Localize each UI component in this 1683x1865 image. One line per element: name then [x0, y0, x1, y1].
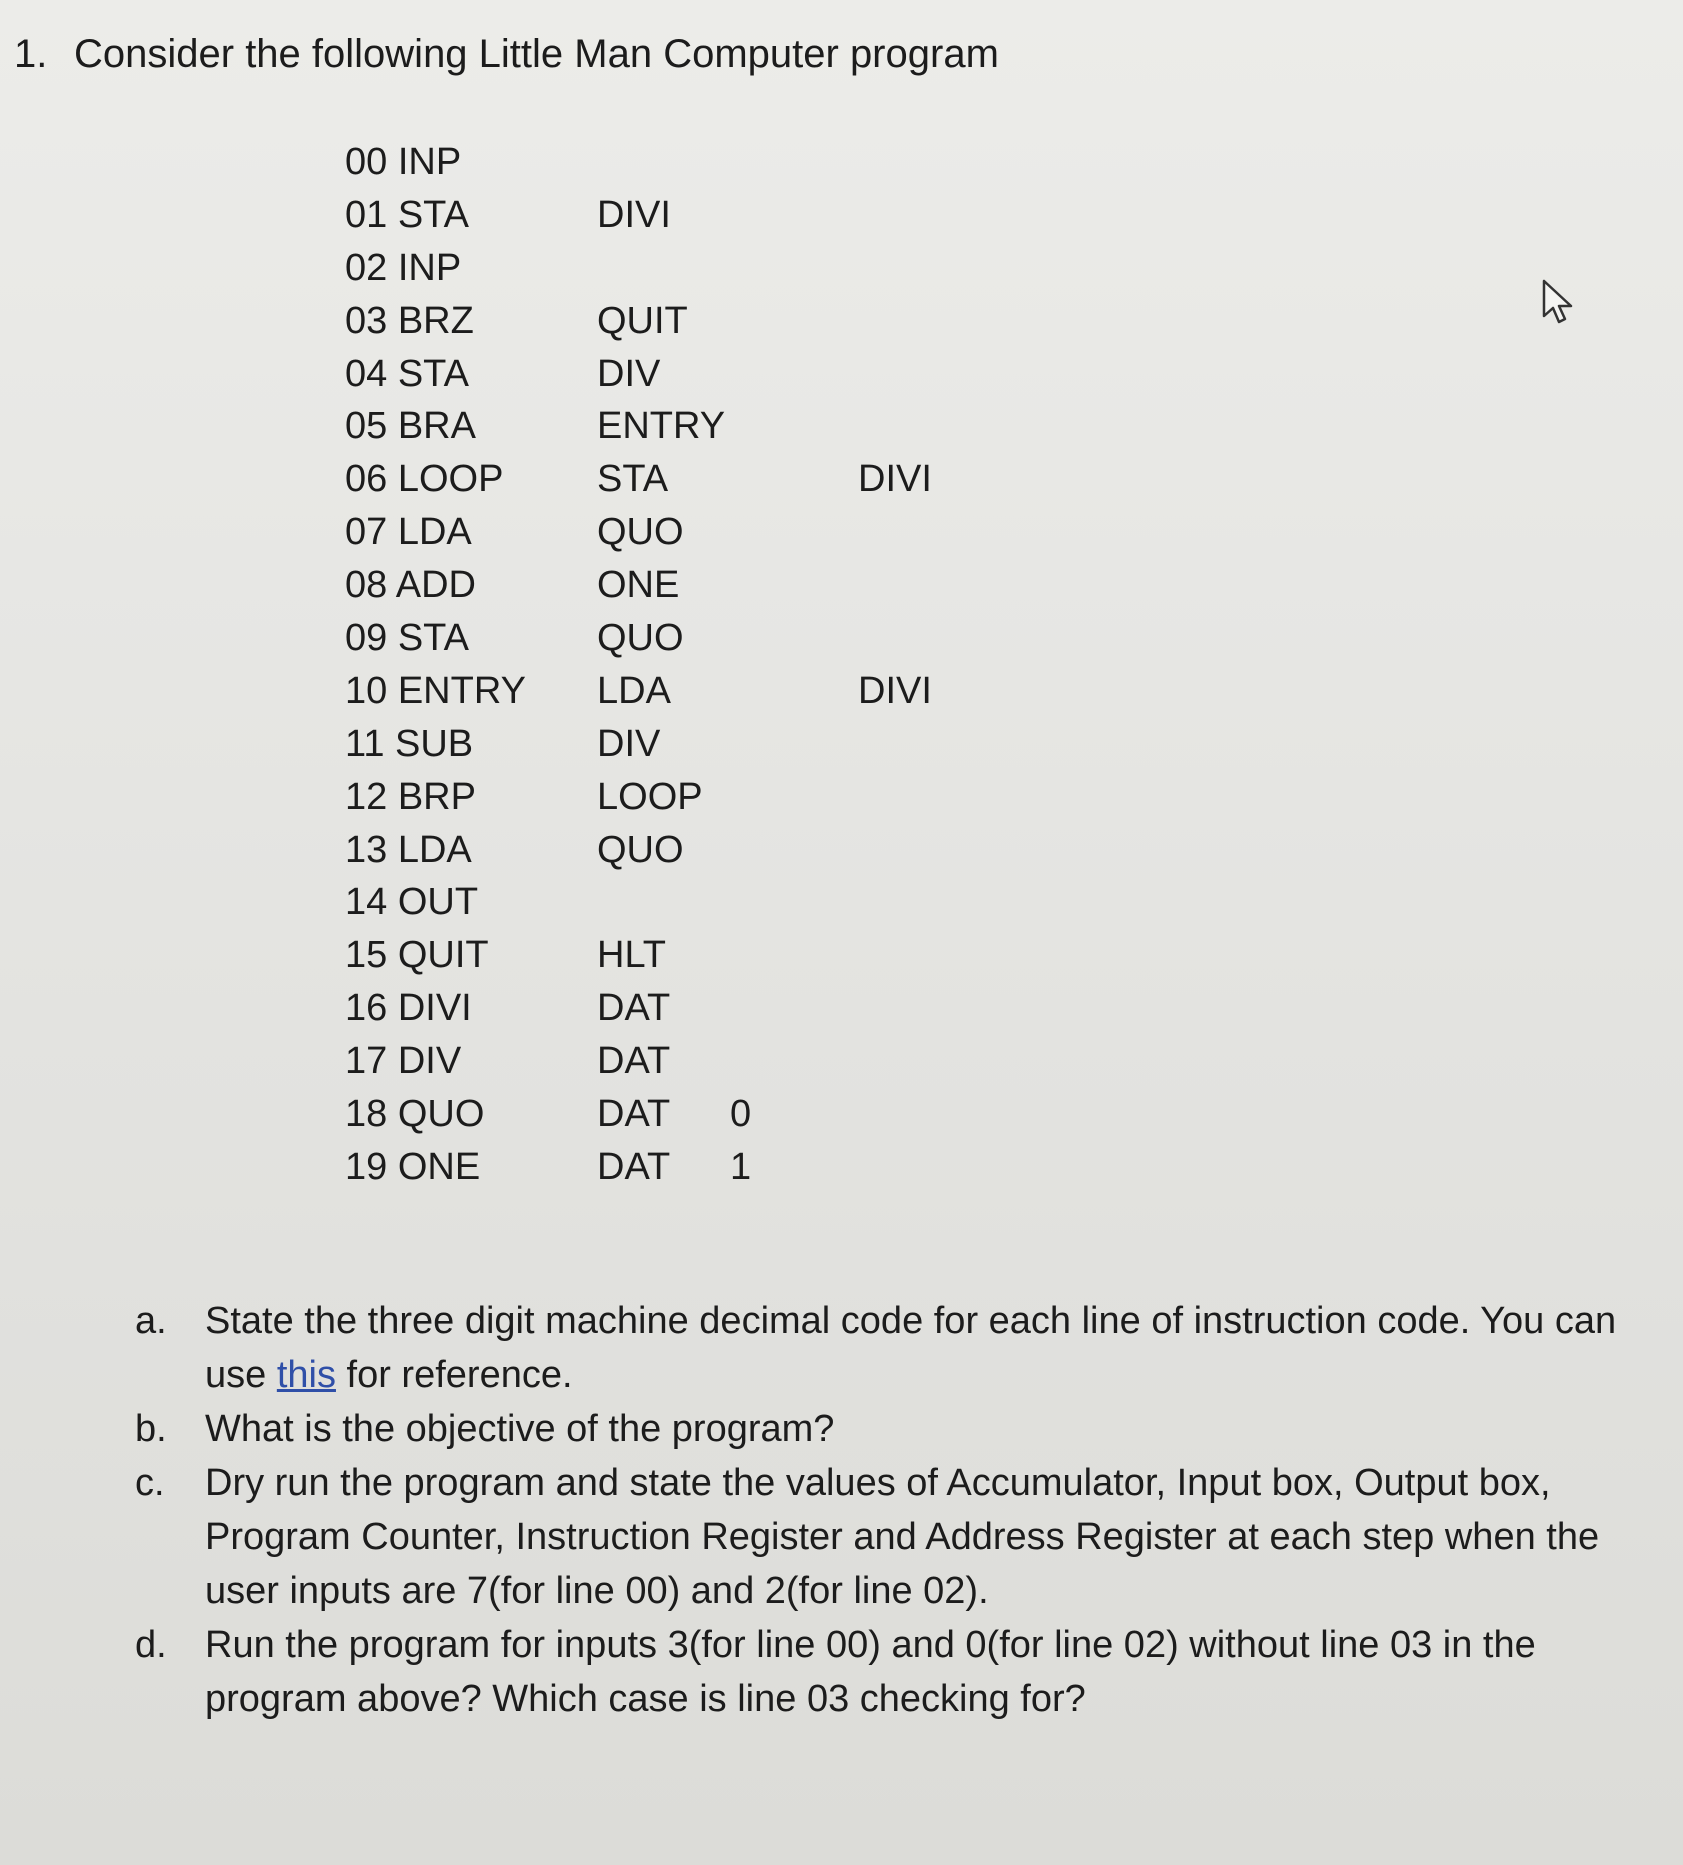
subquestion-c-text: Dry run the program and state the values of Accumulator, Input box, Output box, Program Counter, Instruction Register and Address Register at each step when the user inputs are 7(for line 00) and 2(for line 02).	[205, 1462, 1600, 1612]
program-line-label: 17 DIV	[345, 1040, 462, 1083]
program-line-label: 05 BRA	[345, 405, 476, 448]
program-line-label: 00 INP	[345, 141, 462, 183]
program-line-operand: STA	[597, 458, 669, 501]
program-line-label: 02 INP	[345, 246, 462, 289]
subquestion-b-marker: b.	[135, 1408, 167, 1450]
program-line-label: 07 LDA	[345, 511, 472, 554]
program-line-operand: ONE	[597, 564, 680, 607]
reference-link[interactable]: this	[276, 1354, 336, 1396]
program-line-operand: QUO	[597, 828, 684, 871]
subquestion-b	[135, 1402, 1635, 1456]
subquestion-a-marker: a.	[135, 1300, 167, 1342]
program-line-operand: DAT	[597, 1040, 671, 1083]
program-line-operand: QUO	[597, 511, 684, 554]
program-line-label: 14 OUT	[345, 881, 479, 924]
subquestion-d	[135, 1618, 1635, 1726]
question-title	[14, 30, 999, 78]
program-line-operand: ENTRY	[597, 405, 726, 448]
program-line-label: 04 STA	[345, 352, 469, 395]
program-line-label: 06 LOOP	[345, 458, 504, 501]
program-line-operand: DAT	[597, 987, 671, 1030]
program-line-operand: LDA	[597, 669, 671, 712]
program-line-operand: DIV	[597, 352, 661, 395]
subquestion-a-text-after: for reference.	[335, 1354, 573, 1396]
program-line-label: 01 STA	[345, 193, 469, 236]
program-line-operand: QUIT	[597, 299, 688, 342]
program-line-operand: QUO	[597, 617, 684, 660]
subquestion-d-marker: d.	[135, 1624, 167, 1666]
subquestion-c-marker: c.	[135, 1462, 165, 1504]
program-line-operand: DIVI	[597, 193, 671, 236]
program-line-label: 15 QUIT	[345, 934, 489, 977]
subquestion-a-text-before: State the three digit machine decimal code for each line of instruction code. You can use	[205, 1300, 1617, 1396]
program-line-label: 08 ADD	[345, 564, 476, 607]
program-line-label: 19 ONE	[345, 1145, 481, 1188]
mouse-pointer-icon	[1540, 278, 1576, 326]
program-line-label: 12 BRP	[345, 775, 476, 818]
program-line-label: 03 BRZ	[345, 299, 474, 342]
program-line-operand: LOOP	[597, 775, 703, 818]
program-line-label: 11 SUB	[345, 722, 474, 765]
subquestion-c	[135, 1456, 1635, 1618]
program-line-operand: DIV	[597, 722, 661, 765]
program-line-label: 10 ENTRY	[345, 669, 526, 712]
program-line-extra: DIVI	[858, 669, 932, 712]
subquestion-list	[135, 1294, 1635, 1726]
subquestion-b-text: What is the objective of the program?	[205, 1408, 835, 1450]
question-number: 1.	[14, 32, 48, 76]
program-line-extra: DIVI	[858, 458, 932, 501]
question-title-text: Consider the following Little Man Computer program	[74, 32, 999, 76]
program-line-operand: DAT	[597, 1093, 671, 1136]
program-line-label: 13 LDA	[345, 828, 472, 871]
program-line-operand: DAT	[597, 1145, 671, 1188]
program-line-value: 0	[730, 1093, 752, 1136]
subquestion-d-text: Run the program for inputs 3(for line 00) and 0(for line 02) without line 03 in the program above? Which case is line 03 checking for?	[205, 1624, 1536, 1720]
program-line-value: 1	[730, 1145, 752, 1188]
program-line-label: 16 DIVI	[345, 987, 472, 1030]
program-line-label: 18 QUO	[345, 1093, 485, 1136]
program-line-operand: HLT	[597, 934, 666, 977]
program-line-label: 09 STA	[345, 617, 469, 660]
subquestion-a	[135, 1294, 1635, 1402]
